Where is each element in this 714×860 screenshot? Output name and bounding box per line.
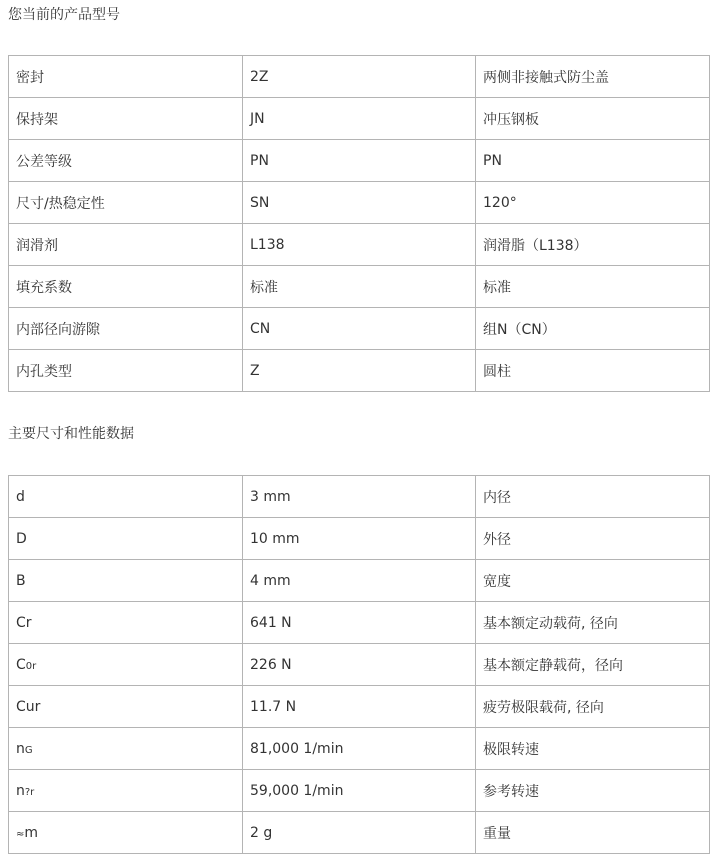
property-name: 内部径向游隙 [9,308,243,350]
symbol: B [16,572,26,589]
value-cell: 226 N [243,644,476,686]
table-row [9,644,710,686]
symbol-cell [9,518,243,560]
symbol: n [16,782,25,799]
value-cell: 81,000 1/min [243,728,476,770]
property-code: JN [243,98,476,140]
table-row [9,308,710,350]
property-name: 内孔类型 [9,350,243,392]
property-name: 润滑剂 [9,224,243,266]
property-description: 组N（CN） [476,308,710,350]
value-cell: 4 mm [243,560,476,602]
product-designation-table [8,55,710,392]
value-cell: 59,000 1/min [243,770,476,812]
symbol: D [16,530,27,547]
symbol: C [16,656,26,673]
property-code: PN [243,140,476,182]
table-row [9,812,710,854]
value-cell: 3 mm [243,476,476,518]
description-cell: 疲劳极限载荷, 径向 [476,686,710,728]
property-code: CN [243,308,476,350]
property-name: 密封 [9,56,243,98]
dimensions-section-title: 主要尺寸和性能数据 [8,426,134,442]
symbol-cell [9,728,243,770]
symbol-cell [9,560,243,602]
property-name: 尺寸/热稳定性 [9,182,243,224]
symbol: n [16,740,25,757]
symbol: C [16,614,26,631]
product-section-title: 您当前的产品型号 [8,7,120,23]
description-cell: 极限转速 [476,728,710,770]
description-cell: 参考转速 [476,770,710,812]
table-row [9,266,710,308]
property-code: 标准 [243,266,476,308]
value-cell: 10 mm [243,518,476,560]
table-row [9,476,710,518]
property-description: 两侧非接触式防尘盖 [476,56,710,98]
value-cell: 2 g [243,812,476,854]
description-cell: 外径 [476,518,710,560]
property-description: 标准 [476,266,710,308]
table-row [9,686,710,728]
property-code: L138 [243,224,476,266]
symbol-subscript: 0r [25,660,37,672]
table-row [9,224,710,266]
property-code: SN [243,182,476,224]
symbol: m [24,824,39,841]
symbol-cell [9,812,243,854]
value-cell: 641 N [243,602,476,644]
property-description: 圆柱 [476,350,710,392]
property-code: 2Z [243,56,476,98]
property-description: 润滑脂（L138） [476,224,710,266]
property-name: 保持架 [9,98,243,140]
symbol-cell [9,770,243,812]
symbol-subscript: ?r [24,786,35,798]
symbol: d [16,488,25,505]
table-row [9,770,710,812]
symbol-cell [9,686,243,728]
property-description: 冲压钢板 [476,98,710,140]
property-description: 120° [476,182,710,224]
property-code: Z [243,350,476,392]
description-cell: 重量 [476,812,710,854]
description-cell: 内径 [476,476,710,518]
table-row [9,728,710,770]
value-cell: 11.7 N [243,686,476,728]
symbol-subscript: r [25,614,32,631]
table-row [9,98,710,140]
symbol-cell [9,644,243,686]
table-row [9,560,710,602]
symbol-prefix: ≈ [16,828,25,840]
property-name: 填充系数 [9,266,243,308]
symbol-cell [9,602,243,644]
table-row [9,140,710,182]
table-row [9,182,710,224]
table-row [9,350,710,392]
symbol-cell [9,476,243,518]
description-cell: 基本额定静载荷，径向 [476,644,710,686]
description-cell: 宽度 [476,560,710,602]
property-description: PN [476,140,710,182]
table-row [9,602,710,644]
property-name: 公差等级 [9,140,243,182]
table-row [9,518,710,560]
table-row [9,56,710,98]
dimensions-performance-table [8,475,710,854]
symbol: C [16,698,26,715]
symbol-subscript: ur [25,698,41,715]
symbol-subscript: G [24,744,33,756]
description-cell: 基本额定动载荷, 径向 [476,602,710,644]
